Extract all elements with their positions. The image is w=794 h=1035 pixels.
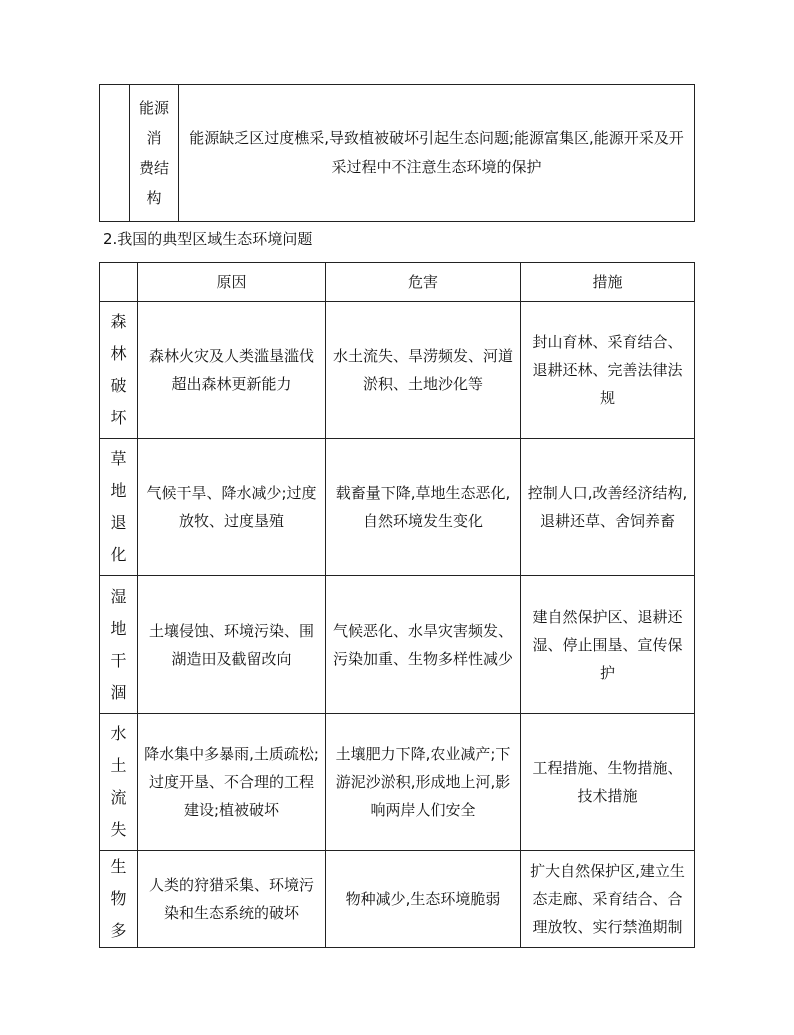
label-line: 多 <box>110 921 127 940</box>
label-line: 构 <box>146 189 162 207</box>
label-line: 化 <box>110 545 127 564</box>
cause-cell <box>138 302 326 439</box>
row-label-wetland <box>100 576 138 714</box>
measure-cell <box>521 439 695 576</box>
header-measure: 措施 <box>521 263 695 302</box>
header-blank <box>100 263 138 302</box>
label-line: 林 <box>110 344 127 363</box>
cause-cell <box>138 576 326 714</box>
cause-text: 森林火灾及人类滥垦滥伐超出森林更新能力 <box>148 347 314 393</box>
measure-clip <box>527 851 688 947</box>
harm-cell <box>326 714 521 851</box>
header-cause: 原因 <box>138 263 326 302</box>
label-line: 退 <box>110 513 127 532</box>
harm-text: 载畜量下降,草地生态恶化,自然环境发生变化 <box>335 484 511 530</box>
label-line: 干 <box>110 650 127 670</box>
harm-cell <box>326 851 521 948</box>
row-label-grassland <box>100 439 138 576</box>
measure-cell <box>521 576 695 714</box>
label-line: 能源 <box>138 99 169 117</box>
energy-table <box>99 84 695 222</box>
table-row-wetland <box>100 576 695 714</box>
label-clip <box>100 851 137 947</box>
cause-text: 降水集中多暴雨,土质疏松;过度开垦、不合理的工程建设;植被破坏 <box>144 745 319 819</box>
label-line: 流 <box>110 788 127 807</box>
table-header-row <box>100 263 695 302</box>
measure-text: 建自然保护区、退耕还湿、停止围垦、宣传保护 <box>532 607 683 682</box>
table-row-soil-erosion <box>100 714 695 851</box>
measure-cell <box>521 714 695 851</box>
energy-description: 能源缺乏区过度樵采,导致植被破坏引起生态问题;能源富集区,能源开采及开采过程中不注意生态环境的保护 <box>189 129 684 176</box>
harm-text: 气候恶化、水旱灾害频发、污染加重、生物多样性减少 <box>332 621 513 668</box>
measure-text: 扩大自然保护区,建立生态走廊、采育结合、合理放牧、实行禁渔期制 <box>530 862 685 936</box>
energy-row-label <box>130 85 179 222</box>
measure-text: 工程措施、生物措施、技术措施 <box>532 759 683 805</box>
label-line: 消 <box>146 129 162 147</box>
row-label-forest <box>100 302 138 439</box>
cause-cell <box>138 851 326 948</box>
blank-cell <box>100 85 130 222</box>
harm-cell <box>326 302 521 439</box>
label-line: 失 <box>110 820 127 839</box>
harm-cell <box>326 576 521 714</box>
label-line: 生 <box>110 857 127 876</box>
cause-text: 土壤侵蚀、环境污染、围湖造田及截留改向 <box>148 621 314 668</box>
label-line: 森 <box>110 312 127 331</box>
label-line: 地 <box>110 618 127 638</box>
harm-text: 土壤肥力下降,农业减产;下游泥沙淤积,形成地上河,影响两岸人们安全 <box>335 745 511 819</box>
label-line: 费结 <box>138 159 169 177</box>
cause-cell <box>138 714 326 851</box>
label-line: 破 <box>110 376 127 395</box>
measure-text: 封山育林、采育结合、退耕还林、完善法律法规 <box>532 333 683 407</box>
label-line: 水 <box>110 724 127 743</box>
label-line: 地 <box>110 481 127 500</box>
measure-cell <box>521 851 695 948</box>
cause-text: 人类的狩猎采集、环境污染和生态系统的破坏 <box>148 876 314 922</box>
section-2-title: 2.我国的典型区域生态环境问题 <box>103 230 313 248</box>
label-line: 湿 <box>110 586 127 606</box>
label-line: 物 <box>110 889 127 908</box>
harm-text: 物种减少,生态环境脆弱 <box>345 890 501 908</box>
cause-text: 气候干旱、降水减少;过度放牧、过度垦殖 <box>146 484 317 530</box>
row-label-soil-erosion <box>100 714 138 851</box>
harm-cell <box>326 439 521 576</box>
label-line: 草 <box>110 449 127 468</box>
row-label-biodiversity <box>100 851 138 948</box>
measure-text: 控制人口,改善经济结构,退耕还草、舍饲养畜 <box>527 484 688 530</box>
table-row-forest <box>100 302 695 439</box>
label-line: 土 <box>110 756 127 775</box>
harm-text: 水土流失、旱涝频发、河道淤积、土地沙化等 <box>332 347 513 393</box>
energy-row <box>100 85 695 222</box>
cause-cell <box>138 439 326 576</box>
table-row-biodiversity <box>100 851 695 948</box>
eco-problems-table <box>99 262 695 948</box>
header-harm: 危害 <box>326 263 521 302</box>
energy-row-text <box>179 85 695 222</box>
label-line: 坏 <box>110 408 127 427</box>
label-line: 涸 <box>110 682 127 702</box>
measure-cell <box>521 302 695 439</box>
table-row-grassland <box>100 439 695 576</box>
